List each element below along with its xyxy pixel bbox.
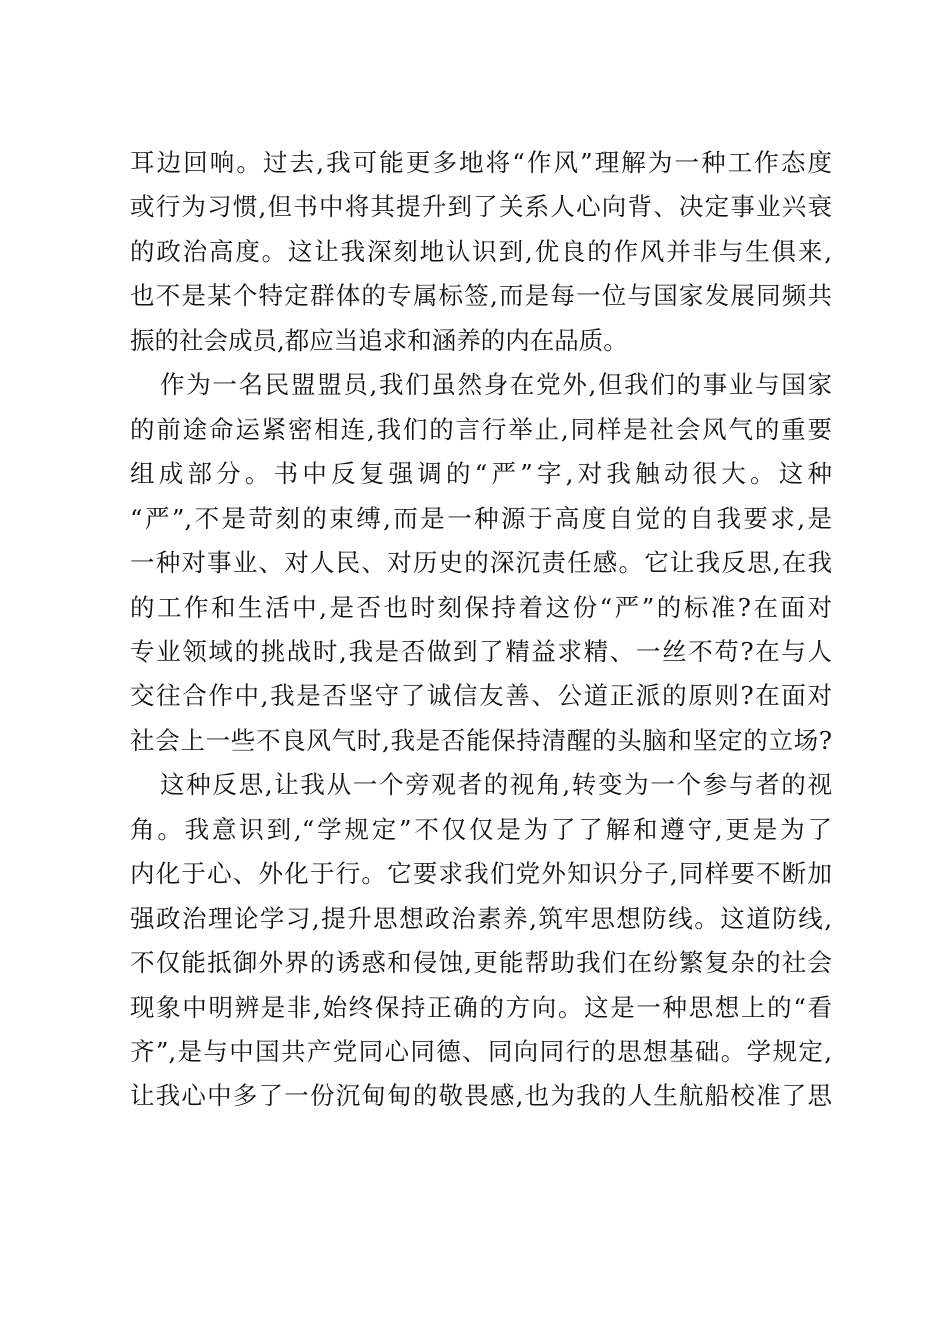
text-line: 的前途命运紧密相连,我们的言行举止,同样是社会风气的重要 (130, 414, 832, 444)
text-line: 或行为习惯,但书中将其提升到了关系人心向背、决定事业兴衰 (130, 192, 832, 222)
text-line: 交往合作中,我是否坚守了诚信友善、公道正派的原则?在面对 (130, 681, 832, 711)
text-line: 让我心中多了一份沉甸甸的敬畏感,也为我的人生航船校准了思 (130, 1081, 832, 1111)
text-line: 角。我意识到,“学规定”不仅仅是为了了解和遵守,更是为了 (130, 814, 832, 844)
text-line: 专业领域的挑战时,我是否做到了精益求精、一丝不苟?在与人 (130, 636, 832, 666)
text-line: 振的社会成员,都应当追求和涵养的内在品质。 (130, 325, 628, 355)
text-line: “严”,不是苛刻的束缚,而是一种源于高度自觉的自我要求,是 (130, 503, 832, 533)
text-line: 现象中明辨是非,始终保持正确的方向。这是一种思想上的“看 (130, 992, 832, 1022)
text-line: 耳边回响。过去,我可能更多地将“作风”理解为一种工作态度 (130, 148, 832, 177)
text-line: 强政治理论学习,提升思想政治素养,筑牢思想防线。这道防线, (130, 903, 832, 933)
text-line: 的工作和生活中,是否也时刻保持着这份“严”的标准?在面对 (130, 592, 832, 622)
text-line: 内化于心、外化于行。它要求我们党外知识分子,同样要不断加 (130, 859, 832, 889)
text-line: 也不是某个特定群体的专属标签,而是每一位与国家发展同频共 (130, 281, 832, 311)
text-line: 作为一名民盟盟员,我们虽然身在党外,但我们的事业与国家 (160, 370, 832, 400)
text-line: 一种对事业、对人民、对历史的深沉责任感。它让我反思,在我 (130, 548, 832, 578)
text-line: 社会上一些不良风气时,我是否能保持清醒的头脑和坚定的立场? (130, 725, 832, 755)
text-line: 不仅能抵御外界的诱惑和侵蚀,更能帮助我们在纷繁复杂的社会 (130, 948, 832, 978)
text-line: 齐”,是与中国共产党同心同德、同向同行的思想基础。学规定, (130, 1037, 832, 1066)
text-line: 这种反思,让我从一个旁观者的视角,转变为一个参与者的视 (160, 770, 832, 800)
text-line: 的政治高度。这让我深刻地认识到,优良的作风并非与生俱来, (130, 236, 832, 266)
text-line: 组成部分。书中反复强调的“严”字,对我触动很大。这种 (130, 459, 832, 489)
